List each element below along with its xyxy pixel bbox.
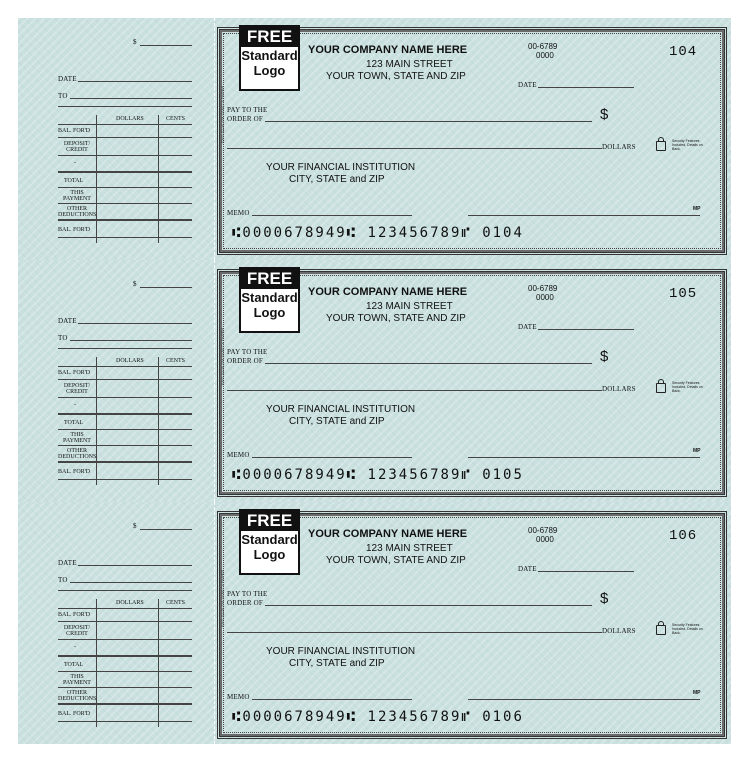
pay-to-label: PAY TO THE [227,106,268,114]
memo-line[interactable] [252,215,412,216]
memo-label: MEMO [227,451,250,459]
logo-standard-text: Standard Logo [241,290,298,320]
stub-row-label: BAL. FOR'D [58,370,91,376]
check-2 [214,260,731,502]
stub-amount-line [140,529,192,530]
stub-date-line [78,323,192,324]
vertical-text: ENG-0126-SM SAFETY PAPER [220,327,225,385]
date-label: DATE [518,565,537,573]
stub-row-label: OTHER DEDUCTIONS [58,448,97,460]
stub-col-dollars: DOLLARS [116,358,144,364]
stub-date-line [78,81,192,82]
stub-dollar-sign: $ [133,522,137,530]
stub-3 [18,502,214,744]
security-note: Security Features Included. Details on Back. [672,623,703,635]
mp-mark: MP [693,690,701,696]
stub-amount-line [140,287,192,288]
stub-row-label: BAL. FOR'D [58,711,91,717]
payee-line[interactable] [265,605,592,606]
stub-dollar-sign: $ [133,38,137,46]
stub-row-label: THIS PAYMENT [63,432,91,444]
signature-line[interactable] [468,699,700,700]
stub-row-label: THIS PAYMENT [63,674,91,686]
amount-dollar-sign: $ [600,106,609,123]
memo-label: MEMO [227,209,250,217]
stub-date-label: DATE [58,317,77,325]
stub-row-label: - [74,160,76,166]
stub-to-line [70,98,192,99]
micr-line: ⑆0000678949⑆ 123456789⑈ 0106 [232,709,524,725]
date-line[interactable] [538,571,634,572]
logo [239,267,300,333]
stub-col-cents: CENTS [166,600,186,606]
stub-row-label: OTHER DEDUCTIONS [58,206,97,218]
perforation-vertical [214,260,215,502]
check-row-3 [18,502,731,744]
check-sheet [18,18,731,744]
lock-icon [656,383,666,393]
company-address: 123 MAIN STREET [366,301,453,312]
pay-to-label: PAY TO THE [227,348,268,356]
stub-to-line-2 [58,348,192,349]
fraction-bottom: 0000 [536,535,554,544]
stub-1 [18,18,214,260]
logo [239,509,300,575]
stub-row-label: DEPOSIT/ CREDIT [63,383,91,395]
stub-row-label: DEPOSIT/ CREDIT [63,625,91,637]
logo-free-text: FREE [241,27,298,47]
stub-row-label: BAL. FOR'D [58,469,91,475]
date-line[interactable] [538,329,634,330]
check-row-1 [18,18,731,260]
vertical-text: ENG-0126-SM SAFETY PAPER [220,85,225,143]
stub-row-label: BAL. FOR'D [58,612,91,618]
memo-line[interactable] [252,457,412,458]
stub-row-label: OTHER DEDUCTIONS [58,690,97,702]
amount-words-line[interactable] [227,148,602,149]
stub-row-label: THIS PAYMENT [63,190,91,202]
stub-to-label: TO [58,92,68,100]
stub-ledger [58,115,192,243]
dollars-label: DOLLARS [602,627,636,635]
stub-ledger [58,357,192,485]
signature-line[interactable] [468,215,700,216]
vertical-text: ENG-0126-SM SAFETY PAPER [220,569,225,627]
stub-col-cents: CENTS [166,358,186,364]
stub-row-label: BAL. FOR'D [58,227,91,233]
stub-row-label: DEPOSIT/ CREDIT [63,141,91,153]
company-address: 123 MAIN STREET [366,543,453,554]
amount-dollar-sign: $ [600,590,609,607]
micr-line: ⑆0000678949⑆ 123456789⑈ 0104 [232,225,524,241]
dollars-label: DOLLARS [602,143,636,151]
stub-amount-line [140,45,192,46]
stub-to-line-2 [58,106,192,107]
company-address: 123 MAIN STREET [366,59,453,70]
logo [239,25,300,91]
stub-row-label: - [74,644,76,650]
amount-words-line[interactable] [227,390,602,391]
bank-name: YOUR FINANCIAL INSTITUTION [266,646,416,657]
check-number: 106 [669,528,698,544]
stub-to-line [70,582,192,583]
stub-to-line [70,340,192,341]
lock-icon [656,141,666,151]
date-label: DATE [518,323,537,331]
date-label: DATE [518,81,537,89]
memo-label: MEMO [227,693,250,701]
perforation-vertical [214,502,215,744]
company-city: YOUR TOWN, STATE AND ZIP [326,313,466,324]
lock-icon [656,625,666,635]
signature-line[interactable] [468,457,700,458]
check-1 [214,18,731,260]
stub-to-label: TO [58,576,68,584]
bank-name: YOUR FINANCIAL INSTITUTION [266,162,416,173]
order-of-label: ORDER OF [227,115,264,123]
stub-to-line-2 [58,590,192,591]
pay-to-label: PAY TO THE [227,590,268,598]
stub-2 [18,260,214,502]
payee-line[interactable] [265,121,592,122]
mp-mark: MP [693,206,701,212]
amount-dollar-sign: $ [600,348,609,365]
logo-free-text: FREE [241,269,298,289]
company-name: YOUR COMPANY NAME HERE [308,528,468,540]
stub-to-label: TO [58,334,68,342]
company-name: YOUR COMPANY NAME HERE [308,286,468,298]
order-of-label: ORDER OF [227,599,264,607]
check-number: 105 [669,286,698,302]
bank-city: CITY, STATE and ZIP [289,416,385,427]
check-row-2 [18,260,731,502]
stub-row-label: TOTAL [64,420,84,426]
stub-col-dollars: DOLLARS [116,116,144,122]
amount-words-line[interactable] [227,632,602,633]
perforation-vertical [214,18,215,260]
bank-city: CITY, STATE and ZIP [289,174,385,185]
memo-line[interactable] [252,699,412,700]
order-of-label: ORDER OF [227,357,264,365]
date-line[interactable] [538,87,634,88]
stub-date-label: DATE [58,75,77,83]
stub-col-cents: CENTS [166,116,186,122]
stub-date-label: DATE [58,559,77,567]
logo-standard-text: Standard Logo [241,48,298,78]
stub-row-label: TOTAL [64,178,84,184]
stub-date-line [78,565,192,566]
check-number: 104 [669,44,698,60]
bank-name: YOUR FINANCIAL INSTITUTION [266,404,416,415]
company-name: YOUR COMPANY NAME HERE [308,44,468,56]
security-note: Security Features Included. Details on Back. [672,381,703,393]
company-city: YOUR TOWN, STATE AND ZIP [326,555,466,566]
payee-line[interactable] [265,363,592,364]
mp-mark: MP [693,448,701,454]
stub-ledger [58,599,192,727]
security-note: Security Features Included. Details on Back. [672,139,703,151]
dollars-label: DOLLARS [602,385,636,393]
check-3 [214,502,731,744]
logo-free-text: FREE [241,511,298,531]
bank-city: CITY, STATE and ZIP [289,658,385,669]
company-city: YOUR TOWN, STATE AND ZIP [326,71,466,82]
fraction-top: 00-6789 [528,42,558,51]
stub-row-label: - [74,402,76,408]
stub-row-label: TOTAL [64,662,84,668]
fraction-bottom: 0000 [536,293,554,302]
fraction-top: 00-6789 [528,526,558,535]
fraction-bottom: 0000 [536,51,554,60]
stub-row-label: BAL. FOR'D [58,128,91,134]
micr-line: ⑆0000678949⑆ 123456789⑈ 0105 [232,467,524,483]
stub-col-dollars: DOLLARS [116,600,144,606]
fraction-top: 00-6789 [528,284,558,293]
logo-standard-text: Standard Logo [241,532,298,562]
stub-dollar-sign: $ [133,280,137,288]
